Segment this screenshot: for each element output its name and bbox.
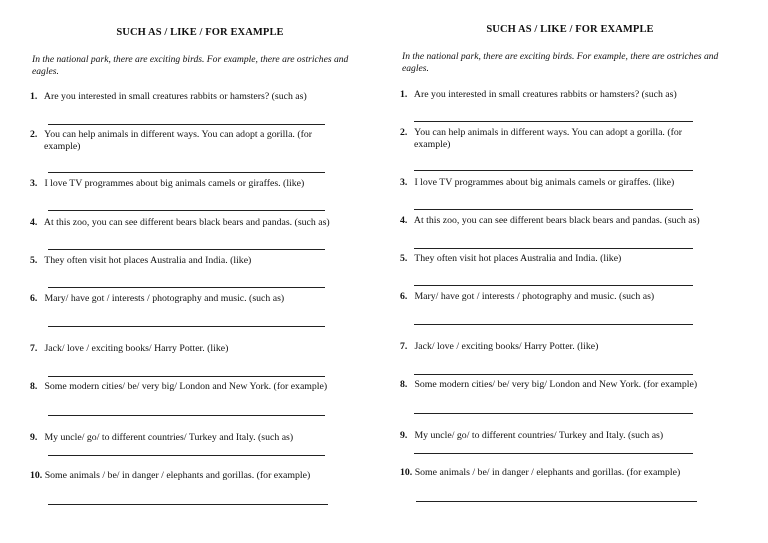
item-text: Mary/ have got / interests / photography and music. (such as)	[44, 293, 285, 304]
exercise-item-8	[30, 381, 370, 393]
exercise-item-10	[30, 470, 370, 482]
worksheet-intro: In the national park, there are exciting birds. For example, there are ostriches and eagles.	[402, 51, 719, 74]
exercise-item-4	[30, 217, 370, 229]
item-text: Some modern cities/ be/ very big/ London and New York. (for example)	[44, 381, 328, 392]
item-text: My uncle/ go/ to different countries/ Turkey and Italy. (such as)	[44, 432, 294, 443]
exercise-item-1	[400, 89, 740, 101]
answer-line-7[interactable]	[48, 376, 325, 377]
answer-line-3[interactable]	[48, 210, 325, 211]
item-text: You can help animals in different ways. You can adopt a gorilla. (for	[44, 129, 313, 140]
item-number: 2.	[400, 127, 408, 138]
item-number: 5.	[400, 253, 408, 264]
exercise-item-5	[400, 253, 740, 265]
item-text: My uncle/ go/ to different countries/ Turkey and Italy. (such as)	[414, 430, 664, 441]
exercise-item-3	[400, 177, 740, 189]
item-text: I love TV programmes about big animals camels or giraffes. (like)	[44, 178, 305, 189]
item-text: You can help animals in different ways. You can adopt a gorilla. (for	[414, 127, 683, 138]
answer-line-4[interactable]	[414, 248, 693, 249]
answer-line-6[interactable]	[414, 324, 693, 325]
answer-line-9[interactable]	[48, 455, 325, 456]
item-number: 7.	[400, 341, 408, 352]
worksheet-title: SUCH AS / LIKE / FOR EXAMPLE	[486, 24, 654, 35]
answer-line-1[interactable]	[414, 121, 693, 122]
item-text: At this zoo, you can see different bears black bears and pandas. (such as)	[43, 217, 330, 228]
item-text: Are you interested in small creatures rabbits or hamsters? (such as)	[413, 89, 677, 100]
answer-line-8[interactable]	[48, 415, 325, 416]
worksheet-intro: In the national park, there are exciting birds. For example, there are ostriches and eagles.	[32, 54, 349, 77]
exercise-item-6	[400, 291, 740, 303]
answer-line-2[interactable]	[414, 170, 693, 171]
item-number: 1.	[400, 89, 408, 100]
item-text: At this zoo, you can see different bears black bears and pandas. (such as)	[413, 215, 700, 226]
item-number: 8.	[400, 379, 408, 390]
answer-line-6[interactable]	[48, 326, 325, 327]
item-text: Are you interested in small creatures rabbits or hamsters? (such as)	[43, 91, 307, 102]
item-number: 6.	[30, 293, 38, 304]
item-number: 10.	[400, 467, 413, 478]
item-text: They often visit hot places Australia and India. (like)	[414, 253, 622, 264]
item-text: Some animals / be/ in danger / elephants and gorillas. (for example)	[414, 467, 681, 478]
exercise-item-5	[30, 255, 370, 267]
item-number: 9.	[30, 432, 38, 443]
item-text: Jack/ love / exciting books/ Harry Potter. (like)	[414, 341, 599, 352]
answer-line-3[interactable]	[414, 209, 693, 210]
item-number: 4.	[400, 215, 408, 226]
item-number: 4.	[30, 217, 38, 228]
item-number: 5.	[30, 255, 38, 266]
exercise-item-6	[30, 293, 370, 305]
answer-line-10[interactable]	[416, 501, 697, 502]
answer-line-2[interactable]	[48, 172, 325, 173]
exercise-item-9	[400, 430, 740, 442]
answer-line-5[interactable]	[48, 287, 325, 288]
worksheet-left	[30, 0, 370, 543]
item-text: Jack/ love / exciting books/ Harry Potter. (like)	[44, 343, 229, 354]
worksheet-right	[400, 0, 740, 543]
exercise-item-10	[400, 467, 740, 479]
answer-line-1[interactable]	[48, 124, 325, 125]
exercise-item-1	[30, 91, 370, 103]
exercise-item-9	[30, 432, 370, 444]
exercise-item-4	[400, 215, 740, 227]
answer-line-5[interactable]	[414, 285, 693, 286]
item-number: 1.	[30, 91, 38, 102]
item-text-continued: example)	[44, 141, 81, 152]
item-text: They often visit hot places Australia and India. (like)	[44, 255, 252, 266]
exercise-item-2	[400, 127, 740, 151]
item-number: 10.	[30, 470, 43, 481]
answer-line-4[interactable]	[48, 249, 325, 250]
answer-line-8[interactable]	[414, 413, 693, 414]
item-number: 3.	[30, 178, 38, 189]
item-text: Mary/ have got / interests / photography and music. (such as)	[414, 291, 655, 302]
item-number: 7.	[30, 343, 38, 354]
answer-line-7[interactable]	[414, 374, 693, 375]
exercise-item-2	[30, 129, 370, 153]
item-number: 6.	[400, 291, 408, 302]
exercise-item-8	[400, 379, 740, 391]
answer-line-9[interactable]	[414, 453, 693, 454]
exercise-item-3	[30, 178, 370, 190]
exercise-item-7	[30, 343, 370, 355]
exercise-item-7	[400, 341, 740, 353]
item-text-continued: example)	[414, 139, 451, 150]
item-text: Some animals / be/ in danger / elephants and gorillas. (for example)	[44, 470, 311, 481]
item-text: Some modern cities/ be/ very big/ London and New York. (for example)	[414, 379, 698, 390]
item-text: I love TV programmes about big animals camels or giraffes. (like)	[414, 177, 675, 188]
answer-line-10[interactable]	[48, 504, 328, 505]
item-number: 3.	[400, 177, 408, 188]
item-number: 8.	[30, 381, 38, 392]
item-number: 2.	[30, 129, 38, 140]
worksheet-title: SUCH AS / LIKE / FOR EXAMPLE	[116, 27, 284, 38]
item-number: 9.	[400, 430, 408, 441]
